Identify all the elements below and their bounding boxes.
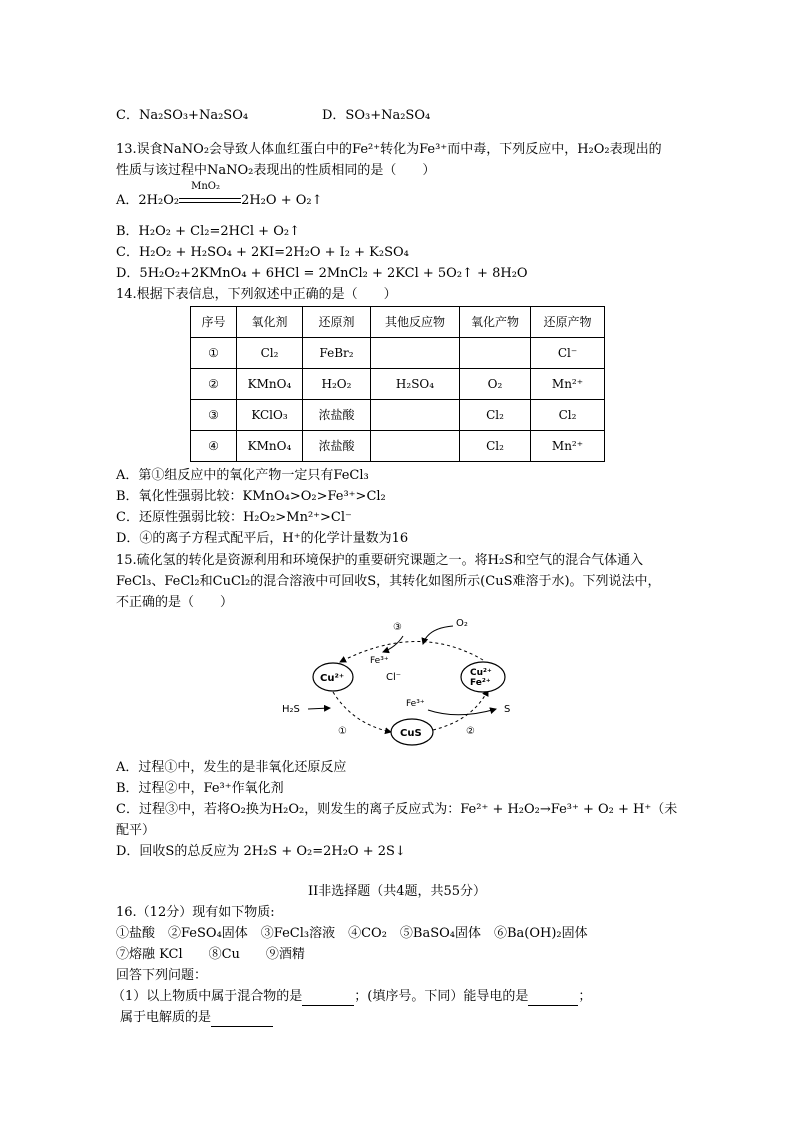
table-cell: Cl₂ <box>460 431 531 462</box>
table-cell: ② <box>191 369 237 400</box>
table-row <box>191 400 605 431</box>
q15-option-c-line1: C．过程③中，若将O₂换为H₂O₂，则发生的离子反应式为：Fe²⁺ + H₂O₂→Fe³⁺ + O₂ + H⁺（未 <box>116 802 678 817</box>
h2s-in-arrow <box>308 708 330 709</box>
o2-in-arrow <box>423 626 453 644</box>
cl-label: Cl⁻ <box>386 672 402 683</box>
q12-option-d: D．SO₃+Na₂SO₄ <box>322 108 431 123</box>
answer-blank-electrolytes[interactable] <box>211 1010 273 1027</box>
q15-stem-line2: FeCl₃、FeCl₂和CuCl₂的混合溶液中可回收S，其转化如图所示(CuS难溶于水)。下列说法中， <box>116 574 661 589</box>
q16-sub1-text-d: 属于电解质的是 <box>120 1010 212 1025</box>
table-header: 氧化剂 <box>237 307 303 338</box>
q13-stem-line2: 性质与该过程中NaNO₂表现出的性质相同的是（ ） <box>116 163 436 178</box>
q15-option-d: D．回收S的总反应为 2H₂S + O₂=2H₂O + 2S↓ <box>116 844 406 859</box>
table-cell <box>371 338 460 369</box>
q15-option-b: B．过程②中，Fe³⁺作氧化剂 <box>116 781 284 796</box>
q14-option-c: C．还原性强弱比较：H₂O₂>Mn²⁺>Cl⁻ <box>116 510 352 525</box>
table-cell <box>371 431 460 462</box>
q14-stem: 14.根据下表信息，下列叙述中正确的是（ ） <box>116 287 397 302</box>
table-header-row <box>191 307 605 338</box>
answer-blank-conductors[interactable] <box>528 989 578 1006</box>
table-cell: ④ <box>191 431 237 462</box>
q16-items-line1: ①盐酸 ②FeSO₄固体 ③FeCl₃溶液 ④CO₂ ⑤BaSO₄固体 ⑥Ba(OH)₂固体 <box>116 926 588 941</box>
table-header: 还原剂 <box>303 307 371 338</box>
q15-option-a: A．过程①中，发生的是非氧化还原反应 <box>116 760 347 775</box>
h2s-label: H₂S <box>282 704 300 715</box>
q16-answer-prompt: 回答下列问题： <box>116 968 208 983</box>
step1-label: ① <box>338 726 347 737</box>
q15-option-c-line2: 配平） <box>116 823 156 838</box>
cu2-label: Cu²⁺ <box>320 673 345 684</box>
table-cell: H₂O₂ <box>303 369 371 400</box>
table-cell: Cl₂ <box>531 400 605 431</box>
q13-a-products: 2H₂O + O₂↑ <box>241 193 323 208</box>
table-header: 氧化产物 <box>460 307 531 338</box>
q13-option-b: B．H₂O₂ + Cl₂=2HCl + O₂↑ <box>116 224 300 239</box>
table-header: 还原产物 <box>531 307 605 338</box>
q13-option-a <box>116 180 323 209</box>
q15-stem-line3: 不正确的是（ ） <box>116 595 234 610</box>
s-out-arrow <box>428 709 496 715</box>
table-cell: 浓盐酸 <box>303 400 371 431</box>
table-cell: KMnO₄ <box>237 369 303 400</box>
q13-option-d: D．5H₂O₂+2KMnO₄ + 6HCl = 2MnCl₂ + 2KCl + 5O₂↑ + 8H₂O <box>116 266 528 281</box>
table-cell: O₂ <box>460 369 531 400</box>
table-cell: Cl⁻ <box>531 338 605 369</box>
table-cell: H₂SO₄ <box>371 369 460 400</box>
q16-sub1-line <box>112 989 591 1006</box>
q13-a-catalyst: MnO₂ <box>191 180 220 192</box>
q16-sub1-text-c: ； <box>578 989 592 1004</box>
table-row <box>191 369 605 400</box>
q13-stem-line1: 13.误食NaNO₂会导致人体血红蛋白中的Fe²⁺转化为Fe³⁺而中毒，下列反应中，H₂O₂表现出的 <box>116 142 662 157</box>
q16-sub1-text-b: ；(填序号。下同）能导电的是 <box>354 989 529 1004</box>
fe3-bottom-label: Fe³⁺ <box>406 699 425 709</box>
step2-label: ② <box>466 726 475 737</box>
equals-sign-icon <box>179 198 241 203</box>
right-node-label-2: Fe²⁺ <box>470 678 491 688</box>
q13-option-c: C．H₂O₂ + H₂SO₄ + 2KI=2H₂O + I₂ + K₂SO₄ <box>116 245 409 260</box>
table-header: 其他反应物 <box>371 307 460 338</box>
table-cell: Mn²⁺ <box>531 431 605 462</box>
table-cell: 浓盐酸 <box>303 431 371 462</box>
q15-stem-line1: 15.硫化氢的转化是资源利用和环境保护的重要研究课题之一。将H₂S和空气的混合气体通入 <box>116 553 644 568</box>
step3-label: ③ <box>393 622 402 633</box>
table-cell <box>371 400 460 431</box>
step3-dashed-arc <box>340 641 483 662</box>
q14-option-a: A．第①组反应中的氧化产物一定只有FeCl₃ <box>116 468 369 483</box>
q16-sub1-text-a: （1）以上物质中属于混合物的是 <box>112 989 303 1004</box>
answer-blank-mixtures[interactable] <box>302 989 354 1006</box>
table-row <box>191 338 605 369</box>
q16-stem: 16.（12分）现有如下物质: <box>116 905 275 920</box>
fe3-top-label: Fe³⁺ <box>370 656 389 666</box>
table-row <box>191 431 605 462</box>
q16-items-line2: ⑦熔融 KCl ⑧Cu ⑨酒精 <box>116 947 305 962</box>
table-cell: KClO₃ <box>237 400 303 431</box>
table-cell: FeBr₂ <box>303 338 371 369</box>
table-cell: ① <box>191 338 237 369</box>
section-title: II非选择题（共4题，共55分） <box>307 884 487 899</box>
table-cell: ③ <box>191 400 237 431</box>
table-cell: Mn²⁺ <box>531 369 605 400</box>
s-label: S <box>504 704 511 715</box>
table-cell <box>460 338 531 369</box>
right-node-label-1: Cu²⁺ <box>470 668 492 678</box>
o2-label: O₂ <box>456 618 468 629</box>
step2-dashed-arc <box>433 690 488 730</box>
table-cell: Cl₂ <box>237 338 303 369</box>
table-cell: KMnO₄ <box>237 431 303 462</box>
table-header: 序号 <box>191 307 237 338</box>
q13-a-reactants: A．2H₂O₂ <box>116 193 180 208</box>
table-cell: Cl₂ <box>460 400 531 431</box>
q14-option-d: D．④的离子方程式配平后，H⁺的化学计量数为16 <box>116 531 409 546</box>
q14-info-table <box>190 306 605 462</box>
q12-option-c: C．Na₂SO₃+Na₂SO₄ <box>116 108 249 123</box>
q13-a-arrow <box>179 180 241 207</box>
q16-sub1-line2 <box>120 1010 273 1027</box>
fe3-out-arrow <box>383 636 403 652</box>
cus-label: CuS <box>400 728 422 739</box>
q14-option-b: B．氧化性强弱比较：KMnO₄>O₂>Fe³⁺>Cl₂ <box>116 489 386 504</box>
conversion-cycle-diagram <box>278 612 538 752</box>
